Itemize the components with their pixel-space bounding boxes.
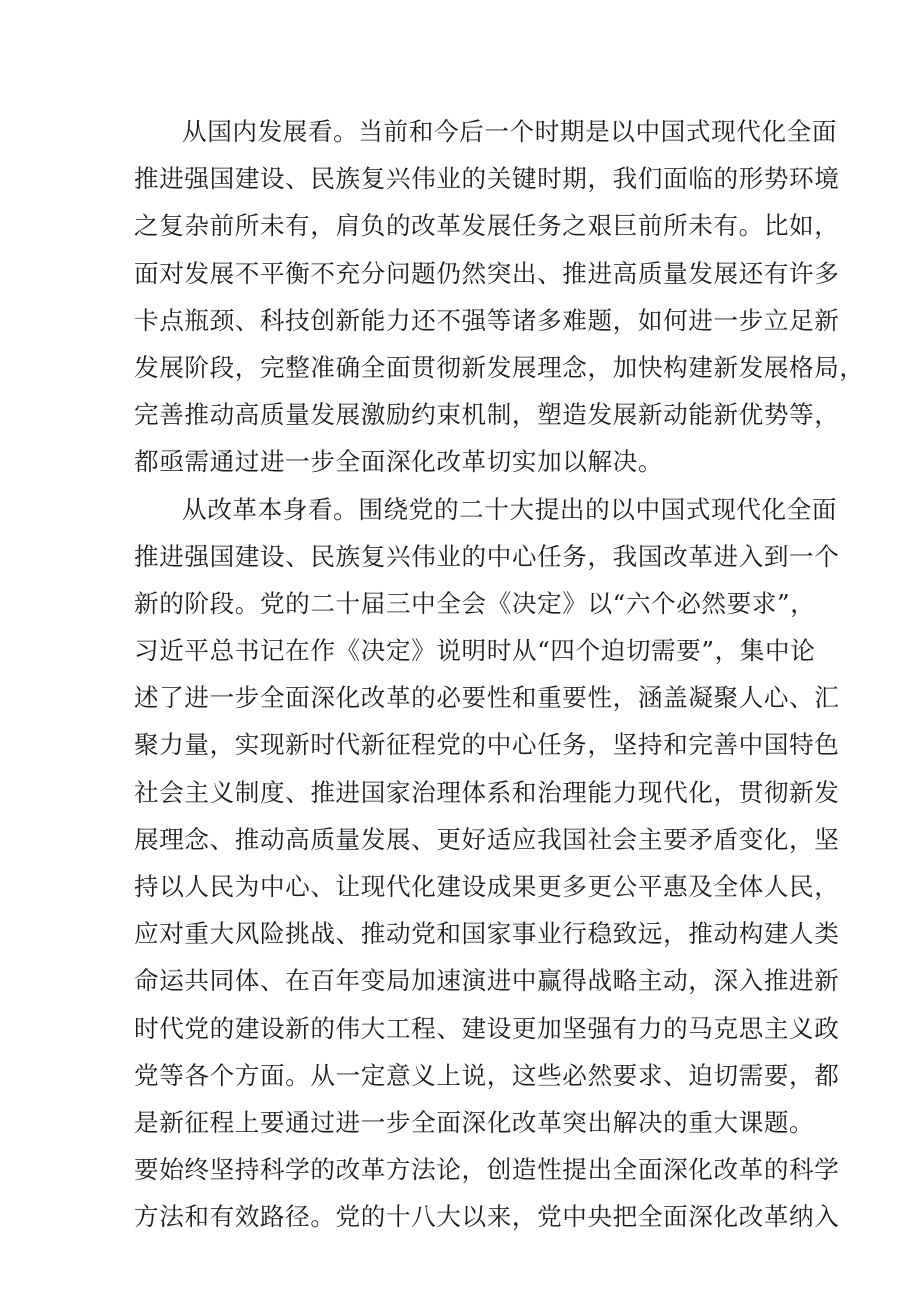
text-line: 持以人民为中心、让现代化建设成果更多更公平惠及全体人民， [134,872,840,901]
paragraph-domestic-development [134,108,865,486]
paragraph-methodology [134,1146,840,1240]
text-line: 习近平总书记在作《决定》说明时从“四个迫切需要”，集中论 [134,636,816,666]
text-line: 卡点瓶颈、科技创新能力还不强等诸多难题，如何进一步立足新 [134,305,840,335]
text-line: 应对重大风险挑战、推动党和国家事业行稳致远，推动构建人类 [134,919,840,949]
text-line: 发展阶段，完整准确全面贯彻新发展理念，加快构建新发展格局， [134,352,865,382]
paragraph-reform-itself [134,486,840,1147]
text-line: 之复杂前所未有，肩负的改革发展任务之艰巨前所未有。比如， [134,211,840,241]
text-line: 是新征程上要通过进一步全面深化改革突出解决的重大课题。 [134,1107,815,1137]
text-line: 时代党的建设新的伟大工程、建设更加坚强有力的马克思主义政 [134,1013,840,1043]
text-line: 从改革本身看。围绕党的二十大提出的以中国式现代化全面 [182,494,838,524]
text-line: 面对发展不平衡不充分问题仍然突出、推进高质量发展还有许多 [134,258,840,288]
text-line: 新的阶段。党的二十届三中全会《决定》以“六个必然要求”， [134,588,816,618]
text-line: 推进强国建设、民族复兴伟业的关键时期，我们面临的形势环境 [134,164,840,194]
document-body [134,108,865,1241]
text-line: 方法和有效路径。党的十八大以来，党中央把全面深化改革纳入 [134,1202,840,1232]
text-line: 完善推动高质量发展激励约束机制，塑造发展新动能新优势等， [134,400,840,430]
text-line: 要始终坚持科学的改革方法论，创造性提出全面深化改革的科学 [134,1155,840,1185]
text-line: 推进强国建设、民族复兴伟业的中心任务，我国改革进入到一个 [134,541,840,571]
text-line: 聚力量，实现新时代新征程党的中心任务，坚持和完善中国特色 [134,730,840,760]
text-line: 命运共同体、在百年变局加速演进中赢得战略主动，深入推进新 [134,966,840,996]
text-line: 都亟需通过进一步全面深化改革切实加以解决。 [134,447,664,477]
text-line: 述了进一步全面深化改革的必要性和重要性，涵盖凝聚人心、汇 [134,683,840,713]
text-line: 社会主义制度、推进国家治理体系和治理能力现代化，贯彻新发 [134,777,840,807]
text-line: 党等各个方面。从一定意义上说，这些必然要求、迫切需要，都 [134,1060,840,1090]
text-line: 展理念、推动高质量发展、更好适应我国社会主要矛盾变化，坚 [134,824,840,854]
text-line: 从国内发展看。当前和今后一个时期是以中国式现代化全面 [182,117,838,146]
